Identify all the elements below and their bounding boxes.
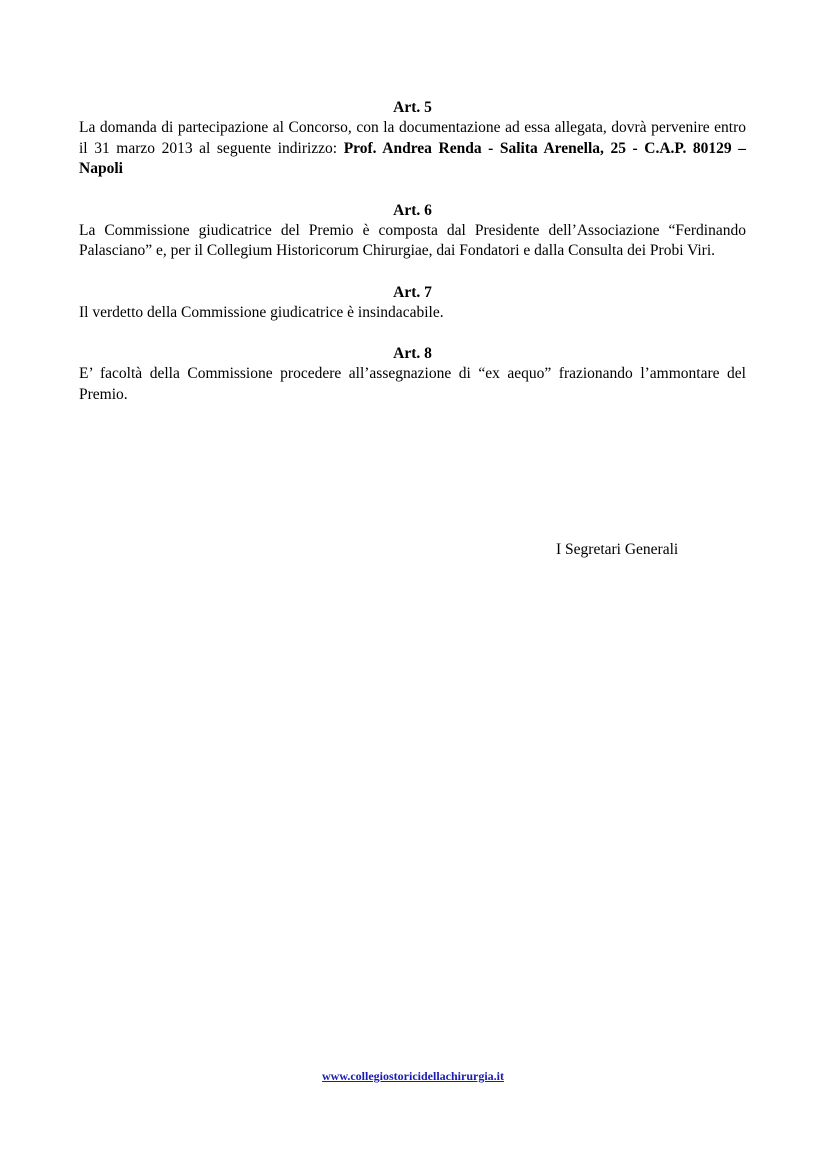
article-7 xyxy=(79,283,746,324)
article-5-title: Art. 5 xyxy=(393,99,432,116)
website-link[interactable]: www.collegiostoricidellachirurgia.it xyxy=(322,1069,504,1083)
signature-line: I Segretari Generali xyxy=(556,541,679,558)
article-5-text xyxy=(79,118,746,180)
article-6-text: La Commissione giudicatrice del Premio è composta dal Presidente dell’Associazione “Ferdinando Palasciano” e, per il Collegium Historicorum Chirurgiae, dai Fondatori e dalla Consulta dei Probi Viri. xyxy=(79,221,746,259)
document-page xyxy=(79,98,746,405)
article-7-title: Art. 7 xyxy=(393,283,432,301)
article-8-title: Art. 8 xyxy=(393,345,432,362)
article-8-text: E’ facoltà della Commissione procedere all’assegnazione di “ex aequo” frazionando l’ammontare del Premio. xyxy=(79,365,746,403)
article-5 xyxy=(79,98,746,180)
footer xyxy=(0,1067,826,1085)
article-5-text-main: La domanda di partecipazione al Concorso, con la documentazione ad essa allegata, dovrà pervenire entro il 31 marzo 2013 al seguente indirizzo: xyxy=(79,119,746,157)
article-8 xyxy=(79,344,746,405)
article-7-text: Il verdetto della Commissione giudicatrice è insindacabile. xyxy=(79,303,444,321)
article-5-address: Prof. Andrea Renda - Salita Arenella, 25 - C.A.P. 80129 – Napoli xyxy=(79,139,746,177)
article-6-title: Art. 6 xyxy=(393,201,432,219)
article-6 xyxy=(79,201,746,262)
